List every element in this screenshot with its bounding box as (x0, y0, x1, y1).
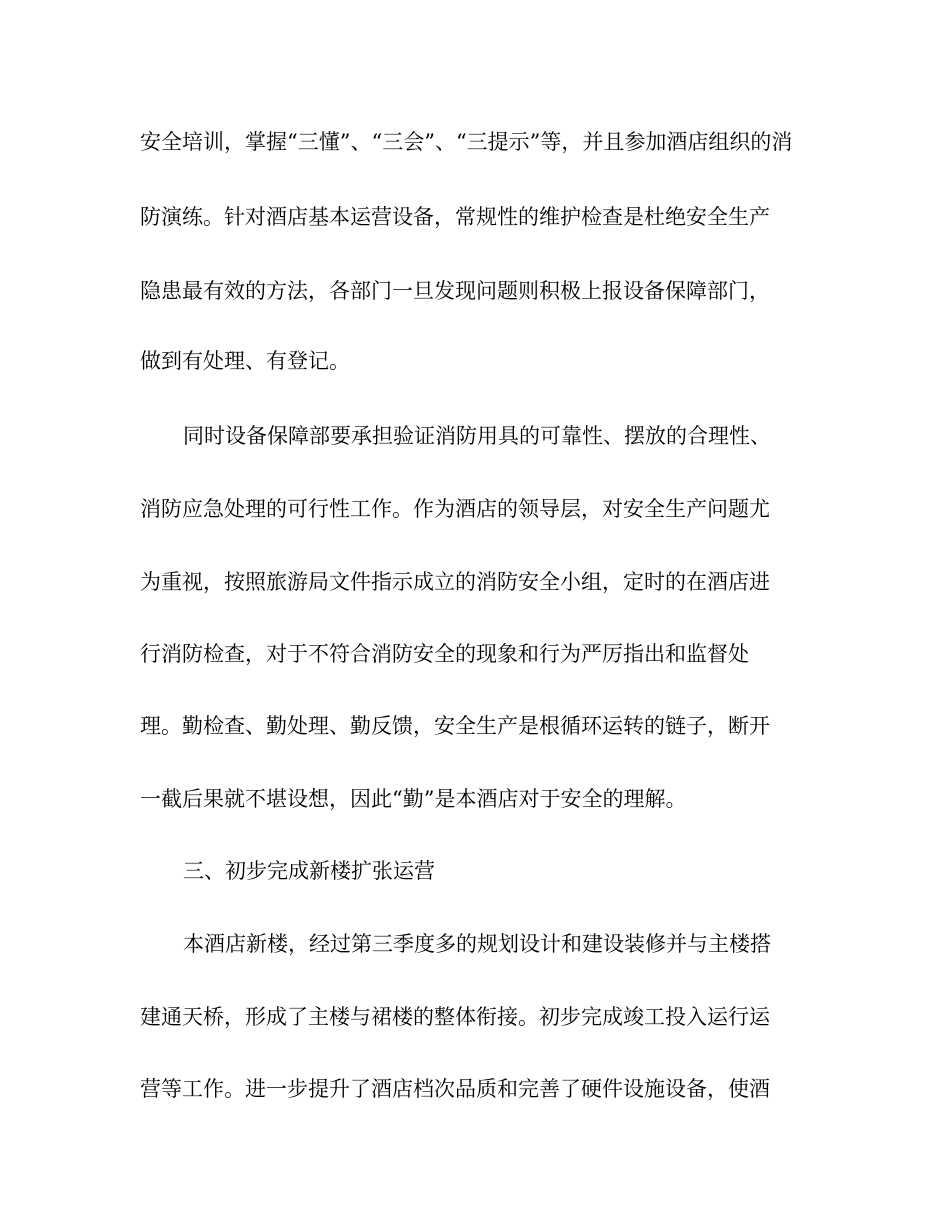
text-line: 安全培训，掌握“三懂”、“三会”、“三提示”等，并且参加酒店组织的消 (140, 130, 793, 154)
text-line: 理。勤检查、勤处理、勤反馈，安全生产是根循环运转的链子，断开 (140, 714, 770, 738)
text-line: 建通天桥，形成了主楼与裙楼的整体衔接。初步完成竣工投入运行运 (140, 1005, 770, 1029)
paragraph-first-line: 本酒店新楼，经过第三季度多的规划设计和建设装修并与主楼搭 (183, 932, 771, 956)
text-line: 营等工作。进一步提升了酒店档次品质和完善了硬件设施设备，使酒 (140, 1077, 770, 1101)
text-line: 消防应急处理的可行性工作。作为酒店的领导层，对安全生产问题尤 (140, 497, 770, 521)
text-line: 行消防检查，对于不符合消防安全的现象和行为严厉指出和监督处 (140, 642, 749, 666)
text-line: 一截后果就不堪设想，因此“勤”是本酒店对于安全的理解。 (140, 787, 687, 811)
section-heading: 三、初步完成新楼扩张运营 (183, 859, 435, 883)
paragraph-first-line: 同时设备保障部要承担验证消防用具的可靠性、摆放的合理性、 (183, 424, 771, 448)
text-line: 做到有处理、有登记。 (140, 349, 350, 373)
text-line: 防演练。针对酒店基本运营设备，常规性的维护检查是杜绝安全生产 (140, 205, 770, 229)
text-line: 隐患最有效的方法，各部门一旦发现问题则积极上报设备保障部门， (140, 279, 770, 303)
text-line: 为重视，按照旅游局文件指示成立的消防安全小组，定时的在酒店进 (140, 570, 770, 594)
